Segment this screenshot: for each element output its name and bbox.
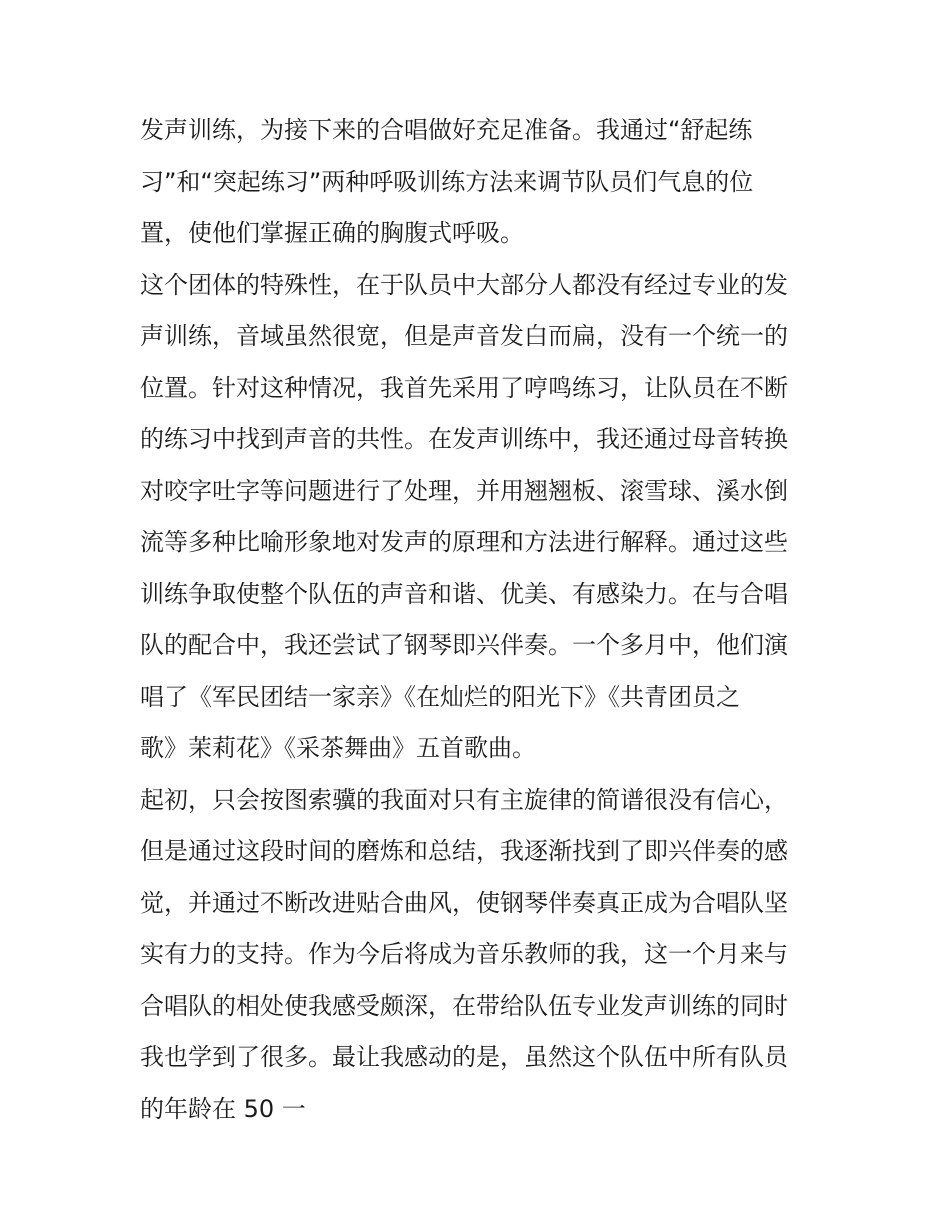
- text-line: 对咬字吐字等问题进行了处理，并用翘翘板、滚雪球、溪水倒: [140, 476, 788, 505]
- text-line: 发声训练，为接下来的合唱做好充足准备。我通过“舒起练: [140, 116, 753, 144]
- text-line: 的年龄在 50 一: [140, 1094, 306, 1123]
- text-line: 起初，只会按图索骥的我面对只有主旋律的简谱很没有信心，: [140, 785, 788, 814]
- text-line: 我也学到了很多。最让我感动的是，虽然这个队伍中所有队员: [140, 1043, 788, 1071]
- text-line: 置，使他们掌握正确的胸腹式呼吸。: [140, 219, 524, 247]
- text-line: 位置。针对这种情况，我首先采用了哼鸣练习，让队员在不断: [140, 373, 788, 402]
- text-line: 歌》茉莉花》《采茶舞曲》五首歌曲。: [140, 734, 536, 762]
- text-line: 觉，并通过不断改进贴合曲风，使钢琴伴奏真正成为合唱队坚: [140, 888, 788, 917]
- text-line: 的练习中找到声音的共性。在发声训练中，我还通过母音转换: [140, 425, 788, 453]
- text-line: 唱了《军民团结一家亲》《在灿烂的阳光下》《共青团员之: [140, 682, 740, 711]
- text-line: 实有力的支持。作为今后将成为音乐教师的我，这一个月来与: [140, 940, 788, 968]
- body-text: [140, 110, 820, 1140]
- text-line: 流等多种比喻形象地对发声的原理和方法进行解释。通过这些: [140, 528, 788, 556]
- text-line: 习”和“突起练习”两种呼吸训练方法来调节队员们气息的位: [140, 167, 754, 196]
- text-line: 但是通过这段时间的磨炼和总结，我逐渐找到了即兴伴奏的感: [140, 837, 788, 865]
- text-line: 训练争取使整个队伍的声音和谐、优美、有感染力。在与合唱: [140, 579, 788, 608]
- text-line: 合唱队的相处使我感受颇深，在带给队伍专业发声训练的同时: [140, 991, 788, 1020]
- text-line: 队的配合中，我还尝试了钢琴即兴伴奏。一个多月中，他们演: [140, 631, 788, 659]
- text-line: 这个团体的特殊性，在于队员中大部分人都没有经过专业的发: [140, 270, 788, 299]
- text-line: 声训练，音域虽然很宽，但是声音发白而扁，没有一个统一的: [140, 322, 788, 350]
